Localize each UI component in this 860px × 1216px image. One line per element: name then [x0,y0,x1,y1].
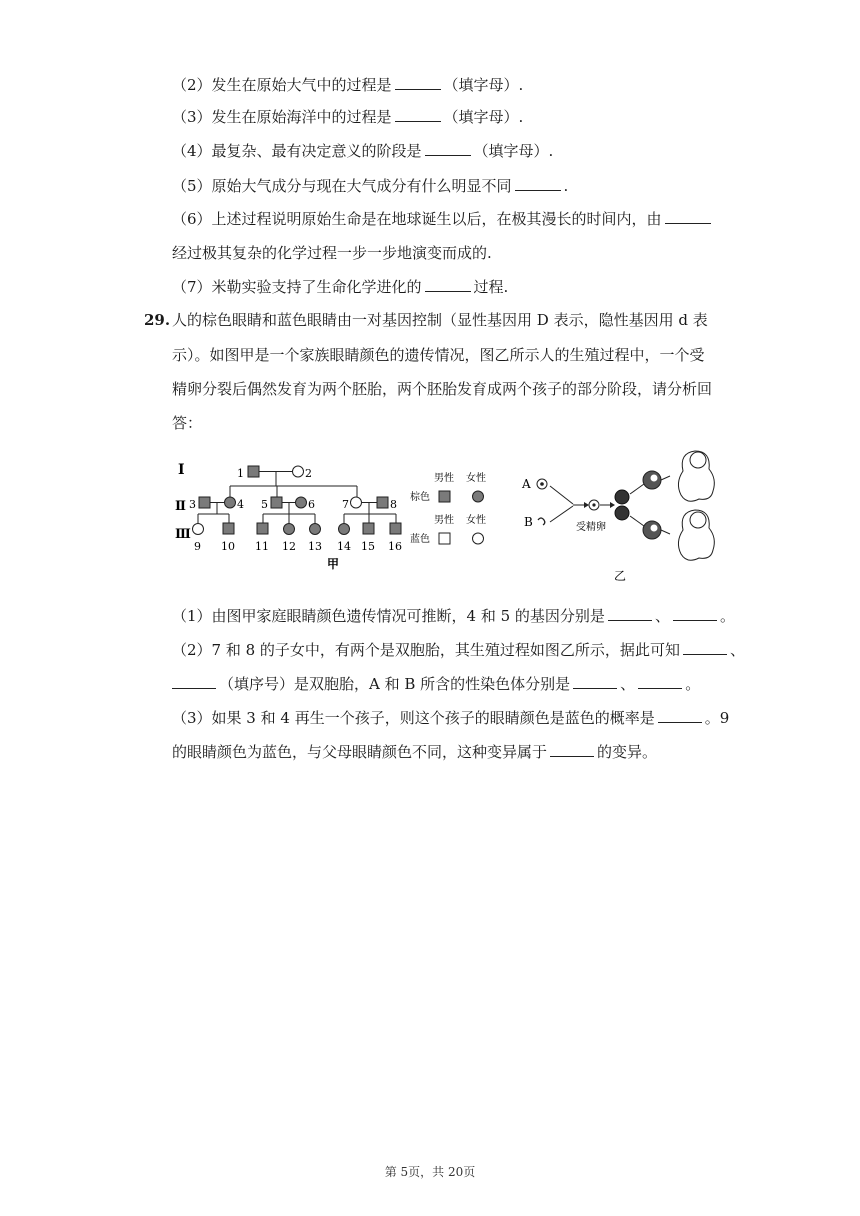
member-11-brown-male [257,523,268,534]
dividing-cell-top-icon [615,490,629,504]
answer-blank[interactable] [172,673,216,689]
answer-blank[interactable] [673,605,717,621]
prev-item-6 [172,208,714,229]
question-stem-line1: 人的棕色眼睛和蓝色眼睛由一对基因控制（显性基因用 D 表示，隐性基因用 d 表 [172,311,708,329]
separator: 、 [620,675,636,693]
prev-item-5-text: （5）原始大气成分与现在大气成分有什么明显不同 [172,177,512,195]
answer-blank[interactable] [658,707,702,723]
answer-blank[interactable] [515,175,561,191]
page-footer: 第 5页，共 20页 [384,1165,476,1179]
member-label-5: 5 [261,498,268,511]
separator: 、 [729,641,745,659]
member-4-brown-female [225,497,236,508]
member-label-1: 1 [237,467,244,480]
legend-brown: 棕色 [410,492,430,503]
legend-female-1: 女性 [466,473,486,484]
member-label-7: 7 [342,498,349,511]
q29-sub2-end: 。 [685,675,701,693]
q29-sub3-end: 。9 [704,709,730,727]
prev-item-3-text: （3）发生在原始海洋中的过程是 [172,108,392,126]
answer-blank[interactable] [683,639,727,655]
question-stem-line2: 示）。如图甲是一个家族眼睛颜色的遗传情况，图乙所示人的生殖过程中，一个受 [172,346,705,364]
prev-item-2-text: （2）发生在原始大气中的过程是 [172,76,392,94]
member-15-brown-male [363,523,374,534]
member-12-brown-female [284,524,295,535]
prev-item-4 [172,140,553,161]
member-7-blue-female [351,497,362,508]
gen-label-3: Ⅲ [175,527,191,542]
q29-sub1-end: 。 [719,607,735,625]
member-2-blue-female [293,466,304,477]
answer-blank[interactable] [425,276,471,292]
member-label-13: 13 [308,540,322,553]
prev-item-5 [172,175,568,196]
member-label-14: 14 [337,540,351,553]
legend-female-2: 女性 [466,515,486,526]
prev-item-6-text: （6）上述过程说明原始生命是在地球诞生以后，在极其漫长的时间内，由 [172,210,662,228]
member-label-4: 4 [237,498,244,511]
question-stem-line4: 答： [172,414,203,432]
member-label-6: 6 [308,498,315,511]
answer-blank[interactable] [608,605,652,621]
q29-sub3-text-cont: 的眼睛颜色为蓝色，与父母眼睛颜色不同，这种变异属于 [172,743,548,761]
member-label-12: 12 [282,540,296,553]
q29-sub1 [172,605,735,626]
figure-jia-caption: 甲 [327,557,340,571]
gamete-a-label: A [522,477,531,491]
member-1-brown-male [248,466,259,477]
answer-blank[interactable] [638,673,682,689]
prev-item-6-cont [172,243,492,263]
member-label-3: 3 [189,498,196,511]
figure-yi-caption: 乙 [614,569,627,583]
zygote-label: 受精卵 [576,522,606,533]
legend-male-1: 男性 [434,473,454,484]
q29-sub2-line1 [172,639,745,660]
answer-blank[interactable] [550,741,594,757]
figure-yi-twins [518,446,733,586]
prev-item-7 [172,276,508,297]
gen-label-1: Ⅰ [178,462,185,478]
prev-item-3 [172,106,523,127]
separator: 、 [654,607,670,625]
legend-male-2: 男性 [434,515,454,526]
answer-blank[interactable] [395,74,441,90]
legend-blue-female [473,533,484,544]
q29-sub2-line2 [172,673,700,694]
figure-jia-pedigree [170,456,500,576]
member-8-brown-male [377,497,388,508]
member-16-brown-male [390,523,401,534]
dividing-cell-bottom-icon [615,506,629,520]
member-9-blue-female [193,524,204,535]
answer-blank[interactable] [573,673,617,689]
prev-item-3-suffix: （填字母）. [443,108,524,126]
member-label-8: 8 [390,498,397,511]
member-label-2: 2 [305,467,312,480]
prev-item-7-text: （7）米勒实验支持了生命化学进化的 [172,278,422,296]
q29-sub2-text-cont: （填序号）是双胞胎，A 和 B 所含的性染色体分别是 [219,675,571,693]
gen-label-2: Ⅱ [175,499,186,514]
prev-item-4-text: （4）最复杂、最有决定意义的阶段是 [172,142,422,160]
answer-blank[interactable] [395,106,441,122]
member-3-brown-male [199,497,210,508]
prev-item-5-suffix: . [563,177,569,195]
answer-blank[interactable] [665,208,711,224]
q29-sub3-text: （3）如果 3 和 4 再生一个孩子，则这个孩子的眼睛颜色是蓝色的概率是 [172,709,655,727]
member-label-10: 10 [221,540,235,553]
member-13-brown-female [310,524,321,535]
member-label-9: 9 [194,540,201,553]
q29-sub1-text: （1）由图甲家庭眼睛颜色遗传情况可推断，4 和 5 的基因分别是 [172,607,605,625]
prev-item-6-cont-text: 经过极其复杂的化学过程一步一步地演变而成的. [172,244,492,262]
member-label-11: 11 [255,540,269,553]
q29-sub3-line1 [172,707,729,728]
answer-blank[interactable] [425,140,471,156]
member-label-15: 15 [361,540,375,553]
q29-sub2-text: （2）7 和 8 的子女中，有两个是双胞胎，其生殖过程如图乙所示，据此可知 [172,641,680,659]
legend-blue: 蓝色 [410,534,430,545]
prev-item-4-suffix: （填字母）. [473,142,554,160]
legend-brown-female [473,491,484,502]
question-stem-line3: 精卵分裂后偶然发育为两个胚胎，两个胚胎发育成两个孩子的部分阶段，请分析回 [172,380,713,398]
q29-sub3-end-cont: 的变异。 [597,743,658,761]
prev-item-2 [172,74,523,95]
member-5-brown-male [271,497,282,508]
member-6-brown-female [296,497,307,508]
member-14-brown-female [339,524,350,535]
q29-sub3-line2 [172,741,657,762]
legend-brown-male [439,491,450,502]
gamete-b-label: B [524,515,533,529]
legend-blue-male [439,533,450,544]
sperm-cell-icon [538,518,545,525]
prev-item-7-suffix: 过程. [473,278,509,296]
member-10-brown-male [223,523,234,534]
member-label-16: 16 [388,540,402,553]
prev-item-2-suffix: （填字母）. [443,76,524,94]
question-number: 29. [144,311,171,329]
